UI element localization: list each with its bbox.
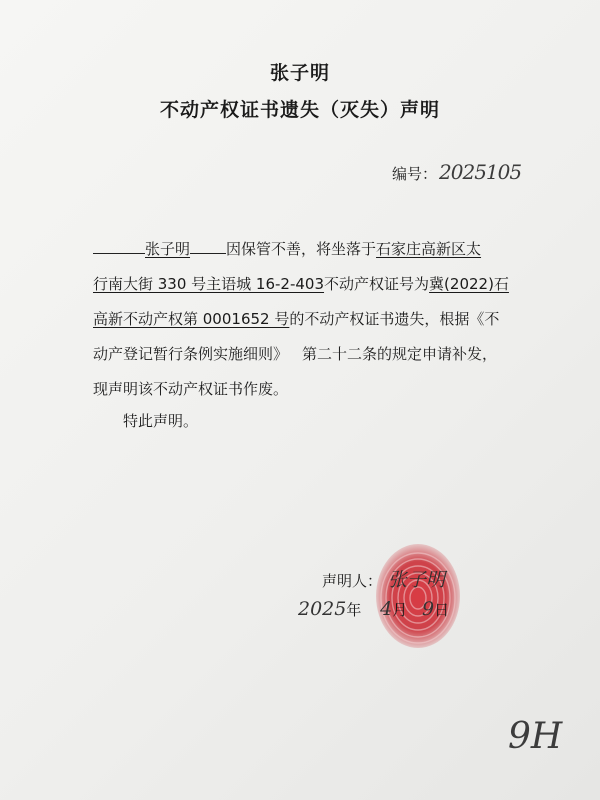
serial-value: 2025105 bbox=[439, 160, 522, 184]
date-year: 2025 bbox=[298, 598, 347, 620]
body-line-2 bbox=[93, 267, 533, 302]
date-day-unit: 日 bbox=[434, 601, 450, 619]
date-day: 9 bbox=[422, 598, 435, 620]
date-year-unit: 年 bbox=[346, 601, 362, 619]
fingerprint-icon bbox=[372, 540, 464, 652]
date-month: 4 bbox=[380, 598, 393, 620]
document-title: 不动产权证书遗失（灭失）声明 bbox=[159, 99, 440, 121]
signer-label: 声明人： bbox=[322, 572, 383, 590]
statement-body bbox=[93, 232, 533, 407]
date-month-unit: 月 bbox=[392, 601, 408, 619]
blank-underline bbox=[190, 234, 226, 254]
date-line bbox=[298, 598, 449, 620]
body-text-segment: 第二十二条的规定申请补发， bbox=[302, 345, 498, 363]
closing-statement: 特此声明。 bbox=[123, 412, 199, 430]
body-text-segment: 现声明该不动产权证书作废。 bbox=[93, 380, 289, 398]
body-text-segment: 因保管不善，将坐落于 bbox=[226, 240, 377, 258]
handwritten-note: 9H bbox=[508, 716, 563, 757]
body-line-4 bbox=[93, 337, 533, 372]
property-address: 石家庄高新区太 bbox=[376, 240, 482, 258]
document-name-heading: 张子明 bbox=[269, 62, 330, 84]
body-text-segment: 不动产权证号为 bbox=[324, 275, 430, 293]
signer-handwritten: 张子明 bbox=[388, 569, 446, 591]
certificate-number-cont: 高新不动产权第 0001652 号 bbox=[93, 310, 290, 328]
certificate-number: 冀(2022)石 bbox=[429, 275, 509, 293]
owner-name: 张子明 bbox=[145, 240, 191, 258]
serial-label: 编号： bbox=[392, 165, 438, 183]
serial-number bbox=[392, 160, 521, 184]
blank-underline bbox=[93, 234, 145, 254]
regulation-name: 动产登记暂行条例实施细则》 bbox=[93, 345, 289, 363]
body-text-segment: 的不动产权证书遗失，根据《不 bbox=[289, 310, 500, 328]
body-line-1 bbox=[93, 232, 533, 267]
signer-line bbox=[322, 565, 445, 592]
body-line-5 bbox=[93, 372, 533, 407]
body-line-3 bbox=[93, 302, 533, 337]
property-address-cont: 行南大街 330 号主语城 16-2-403 bbox=[93, 275, 325, 293]
